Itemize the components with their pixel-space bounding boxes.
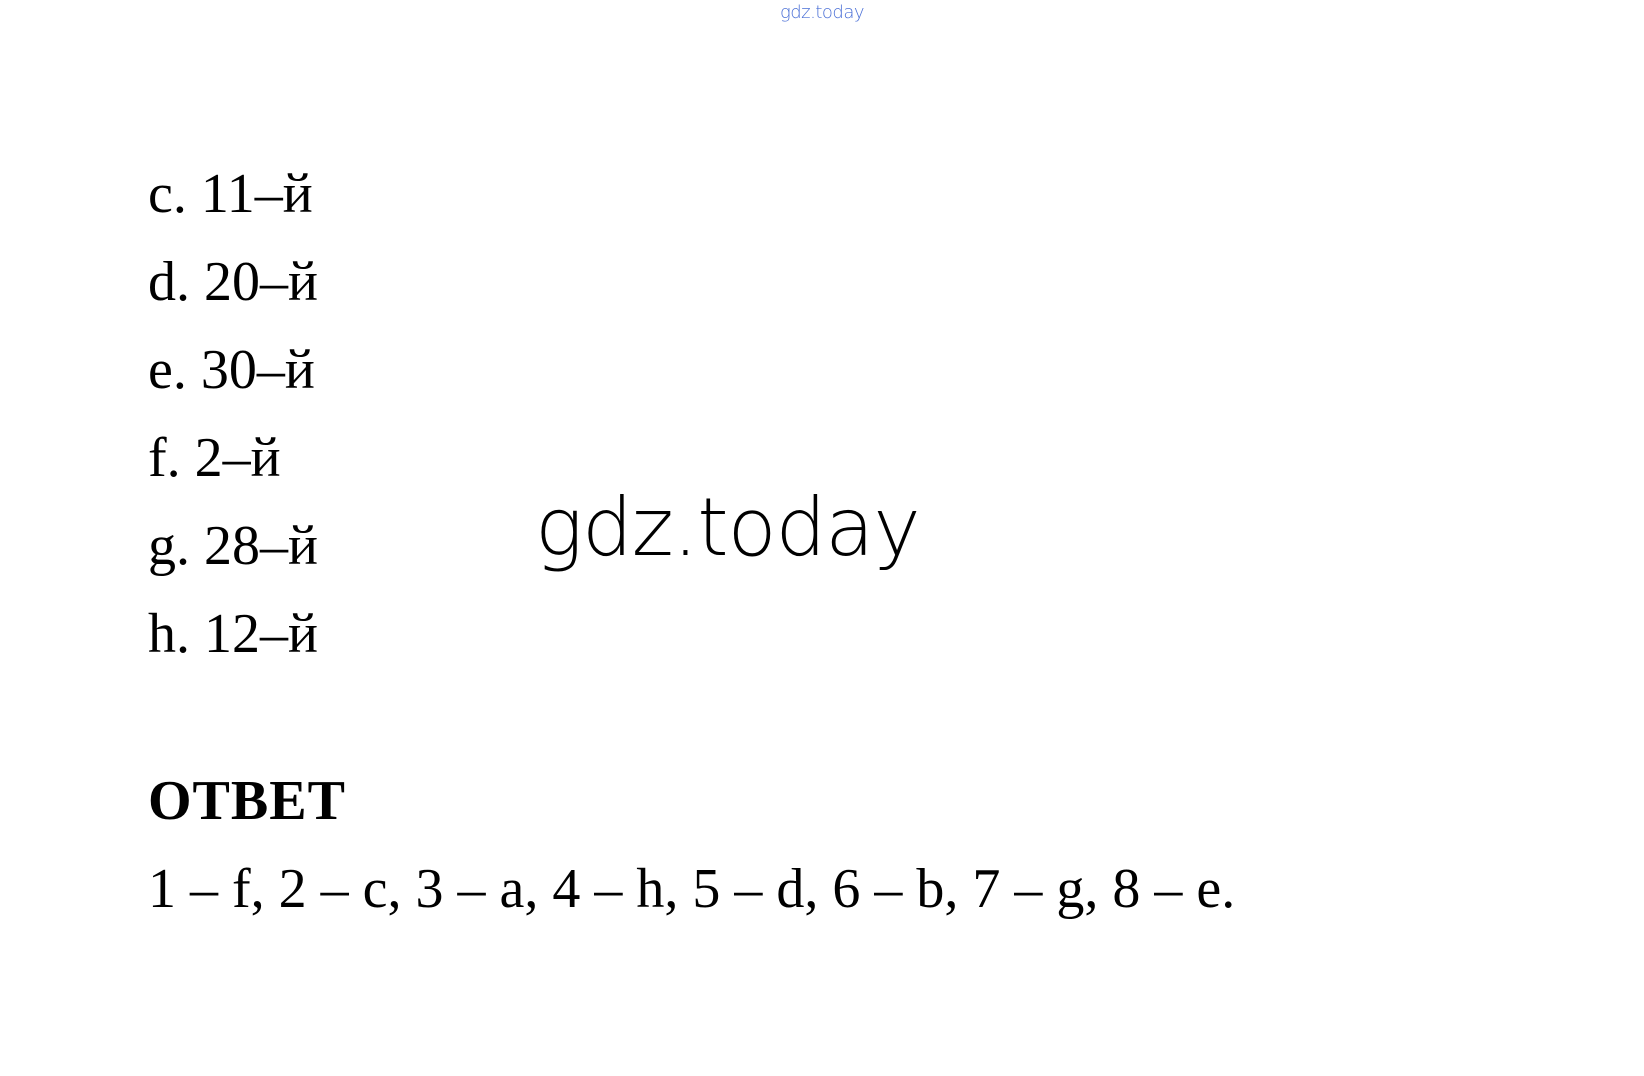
option-item: e. 30–й (148, 339, 315, 401)
option-item: g. 28–й (148, 515, 318, 577)
option-item: d. 20–й (148, 251, 318, 313)
option-item: h. 12–й (148, 603, 318, 665)
option-item: c. 11–й (148, 163, 313, 225)
watermark-center: gdz.today (535, 481, 920, 574)
option-item: f. 2–й (148, 427, 281, 489)
answer-text: 1 – f, 2 – c, 3 – a, 4 – h, 5 – d, 6 – b, 7 – g, 8 – e. (148, 858, 1236, 920)
answer-heading: ОТВЕТ (148, 770, 346, 832)
options-list (148, 150, 318, 678)
watermark-top: gdz.today (779, 2, 865, 23)
